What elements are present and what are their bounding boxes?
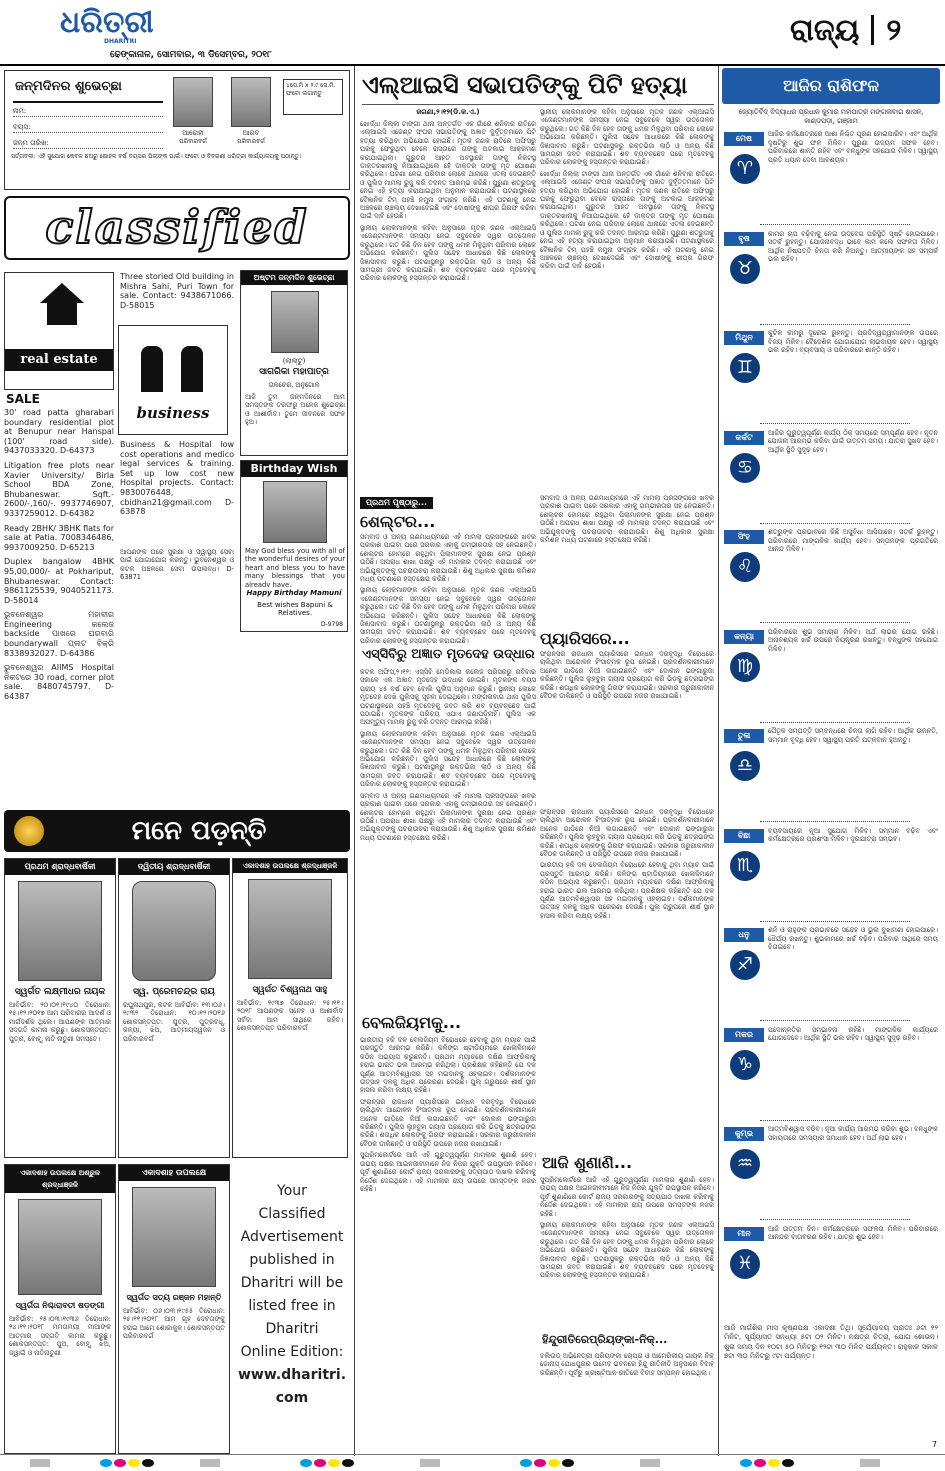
dob-label: ଜନ୍ମ ତାରିଖ: bbox=[13, 139, 49, 147]
paris-body bbox=[540, 650, 714, 800]
memorial-photo bbox=[132, 1187, 216, 1287]
birthday-ad bbox=[240, 270, 348, 456]
memorial-name: ସ୍ୱର୍ଗତ ବିଶ୍ୱନାଥ ସାହୁ bbox=[252, 985, 328, 995]
free-ad-line: Advertisement bbox=[240, 1229, 344, 1245]
logo-latin: DHARITRI bbox=[104, 38, 137, 45]
hindu-para: ବଲିଉଡ୍ ଅଭିନେତ୍ରୀ ପ୍ରିୟଙ୍କା ଚୋପ୍ରା ଓ ଆମେରିକୀୟ ଗାୟକ ନିକ୍ ଜୋନାସ୍ ଯୋଧପୁରର ଉମେଦ ଭବନରେ ହିନ୍ଦୁ ରୀତିନୀତି ଅନୁସାରେ ବିବାହ କରିଛନ୍ତି। ପୂର୍ବରୁ ଖ୍ରୀଷ୍ଟିଆନ ରୀତିରେ ବିବାହ ସମ୍ପନ୍ନ ହୋଇଥିଲା। bbox=[540, 1352, 714, 1377]
dharitri-logo[interactable] bbox=[60, 5, 154, 46]
classified-ad: Three storied Old building in Mishra Sahi, Puri Town for sale. Contact: 9438671066. D-58015 bbox=[120, 272, 234, 310]
registration-dot bbox=[548, 1459, 560, 1467]
zodiac-icon: ♏ bbox=[730, 851, 760, 881]
zodiac-text: ଆଜିର କର୍ମକ୍ଷେତ୍ରରେ ଆଶା ନିଶ୍ଚିତ ପୂରଣ ହୋଇପାରିବ। ଏବଂ ଆର୍ଥିକ ଦୃଷ୍ଟିରୁ ଶୁଭ ଫଳ ମିଳିବ। ପୁରୁଣା ଉଦ୍ୟମ ସଫଳ ହେବ। ପରିବାରରେ ଶାନ୍ତି ରହିବ ଏବଂ ବନ୍ଧୁଙ୍କ ସହଯୋଗ ମିଳିବ। ସ୍ୱାସ୍ଥ୍ୟ ପ୍ରତି ଧ୍ୟାନ ଦେବା ଆବଶ୍ୟକ। bbox=[768, 130, 938, 164]
col-b-para-2: ଖୋର୍ଦ୍ଧା ଜିଲ୍ଲା ଟାଙ୍ଗୀ ଥାନା ଅନ୍ତର୍ଗତ ଏକ ଗାଁରେ ଶନିବାର ରାତିରେ ଏଲ୍‌ଆଇସି ଏଜେଣ୍ଟ ସଂଘର ସଭାପତିଙ୍କୁ ଅଜ୍ଞାତ ଦୁର୍ବୃତ୍ତମାନେ ପିଟି ହତ୍ୟା କରିଥିବା ଅଭିଯୋଗ ହୋଇଛି। ମୃତକ ଜଣକ ରାତିରେ ଅଫିସରୁ ଘରକୁ ଫେରୁଥିବା ବେଳେ ରାସ୍ତାରେ ତାଙ୍କୁ ଅଟକାଇ ଆକ୍ରମଣ କରାଯାଇଥିଲା। ଗୁରୁତର ଆହତ ଅବସ୍ଥାରେ ତାଙ୍କୁ ନିକଟସ୍ଥ ଡାକ୍ତରଖାନାକୁ ନିଆଯାଇଥିଲେ ହେଁ ଡାକ୍ତର ତାଙ୍କୁ ମୃତ ଘୋଷଣା କରିଥିଲେ। ଘଟଣା ନେଇ ପରିବାର ଲୋକେ ଥାନାରେ ଏତଲା ଦେଇଛନ୍ତି ଓ ପୁଲିସ ମାମଲା ରୁଜୁ କରି ତଦନ୍ତ ଆରମ୍ଭ କରିଛି। ପୁରୁଣା ଶତ୍ରୁତାକୁ ନେଇ ଏହି ହତ୍ୟା କରାଯାଇଥିବା ଅନୁମାନ କରାଯାଉଛି। ଘଟଣାସ୍ଥଳରେ ବୈଜ୍ଞାନିକ ଟିମ୍ ପହଞ୍ଚି ନମୁନା ସଂଗ୍ରହ କରିଛି। ଏହି ଘଟଣାକୁ ନେଇ ଅଞ୍ଚଳରେ ଚାଞ୍ଚଲ୍ୟ ଦେଖାଦେଇଛି ଏବଂ ଦୋଷୀଙ୍କୁ ଶୀଘ୍ର ଗିରଫ କରିବା ପାଇଁ ଦାବି ହେଉଛି। bbox=[540, 169, 714, 271]
shelter-para: ସମ୍ବାଦ ଓ ଅନ୍ୟ ଗଣମାଧ୍ୟମରେ ଏହି ମାମଲା ପ୍ରସଙ୍ଗରେ ଖବର ପ୍ରକାଶ ପାଇବା ପରେ ସରକାର ଏହାକୁ ଗମ୍ଭୀରତାର ସହ ନେଇଛନ୍ତି। ଶେଲ୍ଟର ହୋମ୍‌ରେ ରହୁଥିବା ପିଲାମାନଙ୍କ ସୁରକ୍ଷା ନେଇ ପ୍ରଶ୍ନ ଉଠିଛି। ଅପରାଧ ଶାଖା ପକ୍ଷରୁ ଏହି ମାମଲାର ତଦନ୍ତ କରାଯାଉଛି ଏବଂ ଅଭିଯୁକ୍ତଙ୍କୁ ପଚରାଉଚରା କରାଯାଉଛି। ଶିଶୁ ଅଧିକାର ସୁରକ୍ଷା କମିଶନ ମଧ୍ୟ ଘଟଣାରେ ହସ୍ତକ୍ଷେପ କରିଛି। bbox=[360, 533, 536, 584]
memorial-card bbox=[232, 858, 348, 1158]
zodiac-icon: ♑ bbox=[730, 1050, 760, 1080]
registration-dot bbox=[328, 1459, 340, 1467]
sc-para-3: ସମ୍ବାଦ ଓ ଅନ୍ୟ ଗଣମାଧ୍ୟମରେ ଏହି ମାମଲା ପ୍ରସଙ୍ଗରେ ଖବର ପ୍ରକାଶ ପାଇବା ପରେ ସରକାର ଏହାକୁ ଗମ୍ଭୀରତାର ସହ ନେଇଛନ୍ତି। ଶେଲ୍ଟର ହୋମ୍‌ରେ ରହୁଥିବା ପିଲାମାନଙ୍କ ସୁରକ୍ଷା ନେଇ ପ୍ରଶ୍ନ ଉଠିଛି। ଅପରାଧ ଶାଖା ପକ୍ଷରୁ ଏହି ମାମଲାର ତଦନ୍ତ କରାଯାଉଛି ଏବଂ ଅଭିଯୁକ୍ତଙ୍କୁ ପଚରାଉଚରା କରାଯାଉଛି। ଶିଶୁ ଅଧିକାର ସୁରକ୍ଷା କମିଶନ ମଧ୍ୟ ଘଟଣାରେ ହସ୍ତକ୍ଷେପ କରିଛି। bbox=[360, 791, 536, 842]
registration-dot bbox=[562, 1459, 574, 1467]
horoscope-byline: ଜ୍ୟୋତିର୍ବିଦ୍ ବିଦ୍ୟାଧର ପ୍ରଧାନ କୁମାର ମହାପାତ୍ର ମଙ୍ଗଳାବାଗ ଶାସନ, କାଣ୍ଡପଡ଼ା, ଗଞ୍ଜାମ bbox=[738, 108, 924, 125]
zodiac-text: ଆଜି ଉତ୍ତମ ଦିନ। କର୍ମକ୍ଷେତ୍ରରେ ସଫଳତା ମିଳିବ। ପରିବାରରେ ଆନନ୍ଦର ବାତାବରଣ ରହିବ। ଯାତ୍ରା ଶୁଭ ହେବ। bbox=[768, 1224, 938, 1242]
main-body-para-2: ସ୍ଥାନୀୟ ଲୋକମାନଙ୍କ କହିବା ଅନୁସାରେ ମୃତକ ଜଣକ ଏଲ୍‌ଆଇସି ଏଜେଣ୍ଟମାନଙ୍କ ସମସ୍ୟା ନେଇ ସବୁବେଳେ ସ୍ୱର ଉତ୍ତୋଳନ କରୁଥିଲେ। ଗତ କିଛି ଦିନ ହେବ ତାଙ୍କୁ ଧମକ ମିଳୁଥିବା ପରିବାର ଲୋକେ ଅଭିଯୋଗ କରିଛନ୍ତି। ପୁଲିସ ସନ୍ଦେହ ଆଧାରରେ କିଛି ଲୋକଙ୍କୁ ଜିଜ୍ଞାସାବାଦ କରୁଛି। ଘଟଣାସ୍ଥଳରୁ ରକ୍ତଭିଜା ଲାଠି ଓ ଅନ୍ୟ କିଛି ସାମଗ୍ରୀ ଜବତ କରାଯାଇଛି। ଶବ ବ୍ୟବଚ୍ଛେଦ ପରେ ମୃତଦେହକୁ ପରିବାର ଲୋକଙ୍କୁ ହସ୍ତାନ୍ତର କରାଯାଇଛି। bbox=[360, 223, 536, 283]
main-headline: ଏଲ୍‌ଆଇସି ସଭାପତିଙ୍କୁ ପିଟି ହତ୍ୟା bbox=[362, 71, 688, 99]
zodiac-text: ପରିବାରରେ ଶୁଭ ସମାଚାର ମିଳିବ। ଅର୍ଥ ଲାଭର ଯୋଗ ରହିଛି। ଅନାବଶ୍ୟକ ଖର୍ଚ୍ଚ ଉପରେ ନିୟନ୍ତ୍ରଣ ରଖନ୍ତୁ। ବନ୍ଧୁଙ୍କ ସହଯୋଗ ମିଳିବ। bbox=[768, 627, 938, 653]
name-label: ନାମ: bbox=[13, 107, 27, 115]
belgium-para-3: ସୁପ୍ରିମକୋର୍ଟରେ ଆଜି ଏହି ଗୁରୁତ୍ୱପୂର୍ଣ୍ଣ ମାମଲାର ଶୁଣାଣି ହେବ। ଉଭୟ ପକ୍ଷର ଆଇନଜୀବୀମାନେ ନିଜ ନିଜର ଯୁକ୍ତି ଉପସ୍ଥାପନ କରିବେ। ପୂର୍ବ ଶୁଣାଣିରେ କୋର୍ଟ ରାଜ୍ୟ ସରକାରଙ୍କୁ ସତ୍ୟପାଠ ଦାଖଲ କରିବାକୁ ନିର୍ଦ୍ଦେଶ ଦେଇଥିଲେ। ଏହି ମାମଲାର ରାୟ ଉପରେ ସମସ୍ତଙ୍କ ନଜର ରହିଛି। bbox=[360, 1151, 536, 1193]
paris-para: ଫ୍ରାନ୍ସର ରାଜଧାନୀ ପ୍ୟାରିସରେ ଇନ୍ଧନ ଦରବୃଦ୍ଧି ବିରୋଧରେ ଚାଲିଥିବା ଆନ୍ଦୋଳନ ହିଂସାତ୍ମକ ରୂପ ନେଇଛି। ପ୍ରଦର୍ଶନକାରୀମାନେ ଅନେକ ଗାଡ଼ିରେ ନିଆଁ ଲଗାଇଛନ୍ତି ଏବଂ ଦୋକାନ ଭଙ୍ଗାରୁଜା କରିଛନ୍ତି। ପୁଲିସ ଲୁହବୁହା ଗ୍ୟାସ ପ୍ରୟୋଗ କରି ଭିଡ଼କୁ ଛତ୍ରଭଙ୍ଗ କରିଛି। ଶତାଧିକ ଲୋକଙ୍କୁ ଗିରଫ କରାଯାଇଛି। ସରକାର ଜରୁରୀକାଳୀନ ବୈଠକ ଡାକିଛନ୍ତି ଓ ପରିସ୍ଥିତି ଉପରେ ନଜର ରଖାଯାଇଛି। bbox=[540, 650, 714, 701]
horoscope-title: ଆଜିର ରାଶିଫଳ bbox=[783, 76, 879, 95]
free-listing-ad bbox=[236, 1180, 348, 1450]
sc-para-2: ସ୍ଥାନୀୟ ଲୋକମାନଙ୍କ କହିବା ଅନୁସାରେ ମୃତକ ଜଣକ ଏଲ୍‌ଆଇସି ଏଜେଣ୍ଟମାନଙ୍କ ସମସ୍ୟା ନେଇ ସବୁବେଳେ ସ୍ୱର ଉତ୍ତୋଳନ କରୁଥିଲେ। ଗତ କିଛି ଦିନ ହେବ ତାଙ୍କୁ ଧମକ ମିଳୁଥିବା ପରିବାର ଲୋକେ ଅଭିଯୋଗ କରିଛନ୍ତି। ପୁଲିସ ସନ୍ଦେହ ଆଧାରରେ କିଛି ଲୋକଙ୍କୁ ଜିଜ୍ଞାସାବାଦ କରୁଛି। ଘଟଣାସ୍ଥଳରୁ ରକ୍ତଭିଜା ଲାଠି ଓ ଅନ୍ୟ କିଛି ସାମଗ୍ରୀ ଜବତ କରାଯାଇଛି। ଶବ ବ୍ୟବଚ୍ଛେଦ ପରେ ମୃତଦେହକୁ ପରିବାର ଲୋକଙ୍କୁ ହସ୍ତାନ୍ତର କରାଯାଇଛି। bbox=[360, 729, 536, 789]
house-body-icon bbox=[47, 303, 77, 325]
birthday-wish-line: Happy Birthday Mamuni bbox=[246, 589, 342, 597]
zodiac-row bbox=[724, 1024, 940, 1124]
column-b-body-2 bbox=[540, 494, 714, 624]
registration-dot bbox=[100, 1459, 112, 1467]
section-divider bbox=[871, 15, 874, 45]
zodiac-row bbox=[724, 427, 940, 527]
zodiac-icon: ♈ bbox=[730, 154, 760, 184]
zodiac-name: ତୁଳା bbox=[724, 729, 764, 743]
birthday-form-title: ଜନ୍ମଦିନର ଶୁଭେଚ୍ଛା bbox=[15, 79, 122, 94]
form-rule bbox=[13, 101, 163, 103]
memorial-name: ସ୍ୱର୍ଗତା ନିଶ୍ଚାରାବତୀ ଷଡ଼ଙ୍ଗୀ bbox=[15, 1301, 105, 1310]
continued-label: ପ୍ରଥମ ପୃଷ୍ଠାରୁ... bbox=[360, 497, 433, 509]
shelter-headline: ଶେଲ୍ଟର... bbox=[360, 512, 436, 531]
zodiac-row bbox=[724, 327, 940, 427]
zodiac-name: ଧନୁ bbox=[724, 928, 764, 942]
birthday-wish-from: Best wishes Bapuni & Relatives. bbox=[257, 601, 333, 617]
lamp-icon bbox=[14, 816, 44, 846]
birthday-ad-body: ଆଜି ତୁମ ଜନ୍ମଦିନରେ ଆମ ସମସ୍ତଙ୍କ ତରଫରୁ ଅନେକ ଶୁଭେଚ୍ଛା ଓ ଆଶୀର୍ବାଦ। ତୁମେ ଜୀବନରେ ସଫଳ ହୁଅ। bbox=[245, 393, 345, 427]
today-body bbox=[540, 1176, 714, 1326]
classified-ad: 30' road patta gharabari boundary residential plot at Benupur near Hanspal (100' road side). 9437033320. D-64373 bbox=[4, 408, 114, 456]
zodiac-icon: ♊ bbox=[730, 353, 760, 383]
zodiac-separator bbox=[760, 1219, 910, 1220]
classified-ad: Duplex bangalow 4BHK 95,00,000/- at Pokhariput, Bhubaneswar. Contact: 9861125539, 9040521173. D-58014 bbox=[4, 557, 114, 605]
zodiac-separator bbox=[760, 821, 910, 822]
zodiac-text: ଆତ୍ମବିଶ୍ୱାସ ବଢ଼ିବ। ନୂଆ କାର୍ଯ୍ୟ ଆରମ୍ଭ କରିବା ଶୁଭ। ବନ୍ଧୁଙ୍କ ସହାୟତାରେ ସମସ୍ୟାର ସମାଧାନ ହେବ। ଅର୍ଥ ଲାଭ ହେବ। bbox=[768, 1125, 938, 1142]
memorial-photo bbox=[132, 881, 216, 981]
zodiac-text: ବ୍ୟବସାୟରେ ନୂଆ ସୁଯୋଗ ମିଳିବ। ସମ୍ମାନ ବଢ଼ିବ ଏବଂ କର୍ମକ୍ଷେତ୍ରରେ ପ୍ରଶଂସା ମିଳିବ। ଦୂରଯାତ୍ରା ସମ୍ଭବ। bbox=[768, 826, 938, 844]
zodiac-row bbox=[724, 924, 940, 1024]
birthday-wish-text: May God bless you with all of the wonderful desires of your heart and bless you to have many blessings that you already have. bbox=[245, 547, 345, 587]
almanac: ଆଜି ମାର୍ଗଶିର ମାସ କୃଷ୍ଣପକ୍ଷ ଏକାଦଶୀ ତିଥି। ସୂର୍ଯ୍ୟୋଦୟ ପ୍ରାତଃ ୬ଟା ୧୨ ମିନିଟ, ସୂର୍ଯ୍ୟାସ୍ତ ସନ୍ଧ୍ୟା ୫ଟା ୦୨ ମିନିଟ। ନକ୍ଷତ୍ର ଚିତ୍ରା, ଯୋଗ ଶୋଭନ। ଶୁଭ ସମୟ ଦିନ ୧୦ଟା ୫୦ ମିନିଟରୁ ୧୨ଟା ୩୦ ମିନିଟ ପର୍ଯ୍ୟନ୍ତ। ରାହୁକାଳ ସକାଳ ୭ଟା ୩୦ ମିନିଟରୁ ୯ଟା ପର୍ଯ୍ୟନ୍ତ। bbox=[724, 1324, 938, 1361]
child-photo-2 bbox=[231, 77, 271, 127]
zodiac-icon: ♉ bbox=[730, 254, 760, 284]
registration-dot bbox=[768, 1459, 780, 1467]
birthday-ad-title: ଅଷ୍ଟମ ଜନ୍ମଦିନ ଶୁଭେଚ୍ଛା bbox=[241, 271, 347, 285]
birthday-wish-code: D-9798 bbox=[320, 621, 343, 628]
memorial-name: ସ୍ୱର୍ଗତ ଲକ୍ଷ୍ମୀଧର ନାୟକ bbox=[14, 987, 106, 997]
zodiac-row bbox=[724, 825, 940, 925]
zodiac-text: ଶନି ଓ ରାହୁଙ୍କ ପ୍ରଭାବରେ ସନ୍ଦେହ ଓ ଭୁଲ ବୁଝାମଣା ହୋଇପାରେ। ଧୈର୍ଯ୍ୟ ରଖନ୍ତୁ। ଶୁଭକାମରେ ଖର୍ଚ୍ଚ ବଢ଼ିବ। ପରିବାର ସାଥିରେ ସମୟ ବିତାଇବେ। bbox=[768, 926, 938, 952]
memorial-heading: ଏକାଦଶାହ ଉପଲକ୍ଷେ ଅଶ୍ରୁଳ ଶ୍ରଦ୍ଧାଞ୍ଜଳି bbox=[5, 1165, 115, 1193]
zodiac-icon: ♍ bbox=[730, 652, 760, 682]
zodiac-row bbox=[724, 526, 940, 626]
memorial-heading: ପ୍ରଥମ ଶ୍ରାଦ୍ଧବାର୍ଷିକୀ bbox=[5, 859, 115, 875]
memorial-card bbox=[4, 1164, 116, 1454]
memorial-details: ଆବିର୍ଭାବ: ୧୯୩୭ ତିରୋଧାନ: ୨୫।୧୧।୨୦୧୮ ଆପଣଙ୍କ ସ୍ନେହ ଓ ଆଶୀର୍ବାଦ ସର୍ବଦା ଆମ ସାଥିରେ ରହିବ। ଶୋକସନ୍ତପ୍ତ ପରିବାରବର୍ଗ bbox=[237, 999, 343, 1033]
registration-bar bbox=[640, 1459, 660, 1467]
child-photo-1 bbox=[173, 77, 213, 127]
zodiac-row bbox=[724, 228, 940, 328]
birthday-wish-photo bbox=[263, 481, 327, 543]
header-rule bbox=[0, 64, 945, 66]
registration-dot bbox=[300, 1459, 312, 1467]
memorial-card bbox=[118, 858, 230, 1158]
registration-bar bbox=[200, 1459, 220, 1467]
briefcase-icon bbox=[141, 346, 163, 392]
today-headline: ଆଜି ଶୁଣାଣି... bbox=[542, 1153, 633, 1172]
footer-page-number: 7 bbox=[932, 1440, 938, 1449]
real-estate-badge bbox=[4, 272, 114, 390]
col-b-para-3: ସମ୍ବାଦ ଓ ଅନ୍ୟ ଗଣମାଧ୍ୟମରେ ଏହି ମାମଲା ପ୍ରସଙ୍ଗରେ ଖବର ପ୍ରକାଶ ପାଇବା ପରେ ସରକାର ଏହାକୁ ଗମ୍ଭୀରତାର ସହ ନେଇଛନ୍ତି। ଶେଲ୍ଟର ହୋମ୍‌ରେ ରହୁଥିବା ପିଲାମାନଙ୍କ ସୁରକ୍ଷା ନେଇ ପ୍ରଶ୍ନ ଉଠିଛି। ଅପରାଧ ଶାଖା ପକ୍ଷରୁ ଏହି ମାମଲାର ତଦନ୍ତ କରାଯାଉଛି ଏବଂ ଅଭିଯୁକ୍ତଙ୍କୁ ପଚରାଉଚରା କରାଯାଉଛି। ଶିଶୁ ଅଧିକାର ସୁରକ୍ଷା କମିଶନ ମଧ୍ୟ ଘଟଣାରେ ହସ୍ତକ୍ଷେପ କରିଛି। bbox=[540, 494, 714, 545]
registration-bar bbox=[30, 1459, 50, 1467]
section-title bbox=[790, 10, 930, 50]
memorial-details: ଆବିର୍ଭାବ: ୨୦।୦୧।୧୯୪୦ ତିରୋଧାନ: ୧୫।୧୨।୨୦୧୭ ଆମ ପରିବାରର ଆଦର୍ଶ ଓ ମାର୍ଗଦର୍ଶକ ଥିଲେ। ଆପଣଙ୍କ ଆତ୍ମାର ସଦ୍‌ଗତି କାମନା କରୁଛୁ। ଶୋକସନ୍ତପ୍ତ: ପୁତ୍ର, ବୋହୂ, ନାତି ନାତୁଣୀ ସମସ୍ତେ। bbox=[9, 1001, 111, 1043]
free-ad-line: listed free in bbox=[248, 1298, 336, 1314]
zodiac-name: ସିଂହ bbox=[724, 530, 764, 544]
registration-dot bbox=[534, 1459, 546, 1467]
child1-name: ଆରୋହୀ bbox=[182, 129, 204, 137]
memorial-photo bbox=[18, 881, 102, 981]
birthday-ad-nick: (ଲାଲ୍ଟୁ) bbox=[282, 357, 306, 365]
zodiac-separator bbox=[760, 523, 910, 524]
zodiac-icon: ♎ bbox=[730, 751, 760, 781]
classified-ad: ଭୁବନେଶ୍ୱର ମହାବୀର Engineering କଲେଜ backside ପାଖରେ ଘରବାରି boundarywall ପ୍ଲଟ ବିକ୍ରି 8338932027. D-64386 bbox=[4, 610, 114, 658]
memorial-heading: ଦ୍ୱିତୀୟ ଶ୍ରାଦ୍ଧବାର୍ଷିକୀ bbox=[119, 859, 229, 875]
memorial-photo bbox=[248, 879, 332, 979]
belgium-body bbox=[360, 1036, 536, 1456]
classified-ad: ଆପଣଙ୍କ ଘରେ ସୁରକ୍ଷା ଓ ସ୍ୱାସ୍ଥ୍ୟ ସେବା ପାଇଁ ଯୋଗାଯୋଗ କରନ୍ତୁ। ଭୁବନେଶ୍ୱର ଓ କଟକ ଅଞ୍ଚଳରେ ସେବା ଉପଲବ୍ଧ। D-63871 bbox=[120, 548, 234, 582]
birthday-wish-title: Birthday Wish bbox=[241, 461, 347, 477]
zodiac-name: ମିଥୁନ bbox=[724, 331, 764, 345]
hindu-headline: ହିନ୍ଦୁରୀତିରେପ୍ରିୟଙ୍କା-ନିକ୍... bbox=[542, 1333, 668, 1346]
belgium-headline: ବେଲଜିୟମକୁ... bbox=[362, 1013, 462, 1032]
sale-heading: SALE bbox=[6, 392, 40, 406]
zodiac-text: ଆଜିର ଗୁରୁତ୍ୱପୂର୍ଣ୍ଣ କାର୍ଯ୍ୟ ଠିକ୍ ସମୟରେ ସମ୍ପୂର୍ଣ୍ଣ ହେବ। ନୂତନ ଯୋଜନା ଆରମ୍ଭ କରିବା ପାଇଁ ଉତ୍ତମ ସମୟ। ଯାତ୍ରା ସୁଖଦ ହେବ। ଆର୍ଥିକ ସ୍ଥିତି ସୁଦୃଢ଼ ହେବ। bbox=[768, 428, 938, 454]
footer-rule bbox=[0, 1454, 945, 1455]
memorial-card bbox=[118, 1164, 230, 1454]
child2-sub: ପରିବାରବର୍ଗ bbox=[237, 138, 265, 145]
logo-odia: ଧରିତ୍ରୀ bbox=[60, 5, 154, 40]
zodiac-icon: ♐ bbox=[730, 950, 760, 980]
real-estate-label: real estate bbox=[5, 349, 113, 371]
classified-ads-left bbox=[4, 408, 114, 808]
zodiac-row bbox=[724, 725, 940, 825]
memorial-heading: ଏକାଦଶାହ ଉପଲକ୍ଷେ bbox=[119, 1165, 229, 1181]
memorial-name: ସ୍ୱର୍ଗତ ସତ୍ୟ ରଞ୍ଜନ ମହାନ୍ତି bbox=[126, 1293, 222, 1302]
child2-name: ଆରବ bbox=[242, 129, 260, 137]
zodiac-text: କୁଟିଳ କାମରୁ ଦୂରେଇ ରୁହନ୍ତୁ। ପ୍ରତିଦ୍ୱନ୍ଦ୍ୱୀମାନଙ୍କ ଉପରେ ବିଜୟ ମିଳିବ। ବୈଦେଶିକ ଯୋଗାଯୋଗ ଲାଭଦାୟକ ହେବ। ସ୍ୱାସ୍ଥ୍ୟ ଭଲ ରହିବ। ବ୍ୟବସାୟ ଓ ପରିବାରରେ ଶାନ୍ତି ରହିବ। bbox=[768, 329, 938, 355]
col-b-para: ସ୍ଥାନୀୟ ଲୋକମାନଙ୍କ କହିବା ଅନୁସାରେ ମୃତକ ଜଣକ ଏଲ୍‌ଆଇସି ଏଜେଣ୍ଟମାନଙ୍କ ସମସ୍ୟା ନେଇ ସବୁବେଳେ ସ୍ୱର ଉତ୍ତୋଳନ କରୁଥିଲେ। ଗତ କିଛି ଦିନ ହେବ ତାଙ୍କୁ ଧମକ ମିଳୁଥିବା ପରିବାର ଲୋକେ ଅଭିଯୋଗ କରିଛନ୍ତି। ପୁଲିସ ସନ୍ଦେହ ଆଧାରରେ କିଛି ଲୋକଙ୍କୁ ଜିଜ୍ଞାସାବାଦ କରୁଛି। ଘଟଣାସ୍ଥଳରୁ ରକ୍ତଭିଜା ଲାଠି ଓ ଅନ୍ୟ କିଛି ସାମଗ୍ରୀ ଜବତ କରାଯାଇଛି। ଶବ ବ୍ୟବଚ୍ଛେଦ ପରେ ମୃତଦେହକୁ ପରିବାର ଲୋକଙ୍କୁ ହସ୍ତାନ୍ତର କରାଯାଇଛି। bbox=[540, 108, 714, 167]
briefcase-icon-2 bbox=[181, 346, 203, 392]
memorial-details: ରଘୁନାଥପୁର, କଟକ ଆବିର୍ଭାବ: ୧୩।୦୬।୧୯୩୨ ତିରୋଧାନ: ୧୦।୧୨।୨୦୧୬ ଶୋକସନ୍ତପ୍ତ: ପୁତ୍ର, ପୁତ୍ରବଧୂ, କନ୍ୟା, ଝିଅ, ଆତ୍ମୀୟସ୍ୱଜନ ଓ ପରିବାରବର୍ଗ bbox=[123, 1001, 225, 1043]
zodiac-separator bbox=[760, 324, 910, 325]
zodiac-text: ଶତ୍ରୁଙ୍କ ପ୍ରଭାବରେ କିଛି ଅସୁବିଧା ଆସିପାରେ। ସତର୍କ ରୁହନ୍ତୁ। ପରିବାରରେ ମାଙ୍ଗଳିକ କାର୍ଯ୍ୟ ହେବ। ସନ୍ତାନଙ୍କ ପ୍ରଗତିରେ ଆନନ୍ଦ ମିଳିବ। bbox=[768, 528, 938, 554]
classified-ad: Litigation free plots near Xavier University/ Birla School BDA Zone, Bhubaneswar. Sqft.- 2600/-,160/-. 9937746907, 9337259012. D-64382 bbox=[4, 460, 114, 518]
classified-ad: ଭୁବନେଶ୍ୱର AIIMS Hospital ନିକଟରେ 30 road, corner plot sale. 8480745797. D-64387 bbox=[4, 663, 114, 702]
memorial-name: ସ୍ୱ. ପ୍ରେମଚନ୍ଦ୍ର ରାୟ bbox=[133, 987, 215, 997]
zodiac-name: ବିଛା bbox=[724, 829, 764, 843]
birthday-wish-ad bbox=[240, 460, 348, 632]
classified-ad: Ready 2BHK/ 3BHK flats for sale at Patia. 7008346486, 9937009250. D-65213 bbox=[4, 523, 114, 552]
story-column bbox=[540, 108, 714, 808]
memorial-details: ଆବିର୍ଭାବ: ୦୬।୦୩।୧୯୫୫ ତିରୋଧାନ: ୨୫।୧୧।୨୦୧୮ ଆମ ଗୃହ ଦେବତାଙ୍କୁ ହରାଇ ଆମେ ଶୋକାକୁଳ। ଶୋକସନ୍ତପ୍ତ ପରିବାରବର୍ଗ bbox=[123, 1307, 225, 1341]
zodiac-row bbox=[724, 1223, 940, 1323]
free-ad-line: Dharitri will be bbox=[240, 1275, 344, 1291]
classified-banner bbox=[4, 196, 350, 260]
registration-bar bbox=[420, 1459, 440, 1467]
main-body-para: ଖୋର୍ଦ୍ଧା ଜିଲ୍ଲା ଟାଙ୍ଗୀ ଥାନା ଅନ୍ତର୍ଗତ ଏକ ଗାଁରେ ଶନିବାର ରାତିରେ ଏଲ୍‌ଆଇସି ଏଜେଣ୍ଟ ସଂଘର ସଭାପତିଙ୍କୁ ଅଜ୍ଞାତ ଦୁର୍ବୃତ୍ତମାନେ ପିଟି ହତ୍ୟା କରିଥିବା ଅଭିଯୋଗ ହୋଇଛି। ମୃତକ ଜଣକ ରାତିରେ ଅଫିସରୁ ଘରକୁ ଫେରୁଥିବା ବେଳେ ରାସ୍ତାରେ ତାଙ୍କୁ ଅଟକାଇ ଆକ୍ରମଣ କରାଯାଇଥିଲା। ଗୁରୁତର ଆହତ ଅବସ୍ଥାରେ ତାଙ୍କୁ ନିକଟସ୍ଥ ଡାକ୍ତରଖାନାକୁ ନିଆଯାଇଥିଲେ ହେଁ ଡାକ୍ତର ତାଙ୍କୁ ମୃତ ଘୋଷଣା କରିଥିଲେ। ଘଟଣା ନେଇ ପରିବାର ଲୋକେ ଥାନାରେ ଏତଲା ଦେଇଛନ୍ତି ଓ ପୁଲିସ ମାମଲା ରୁଜୁ କରି ତଦନ୍ତ ଆରମ୍ଭ କରିଛି। ପୁରୁଣା ଶତ୍ରୁତାକୁ ନେଇ ଏହି ହତ୍ୟା କରାଯାଇଥିବା ଅନୁମାନ କରାଯାଉଛି। ଘଟଣାସ୍ଥଳରେ ବୈଜ୍ଞାନିକ ଟିମ୍ ପହଞ୍ଚି ନମୁନା ସଂଗ୍ରହ କରିଛି। ଏହି ଘଟଣାକୁ ନେଇ ଅଞ୍ଚଳରେ ଚାଞ୍ଚଲ୍ୟ ଦେଖାଦେଇଛି ଏବଂ ଦୋଷୀଙ୍କୁ ଶୀଘ୍ର ଗିରଫ କରିବା ପାଇଁ ଦାବି ହେଉଛି। bbox=[360, 120, 536, 221]
zodiac-name: ମୀନ bbox=[724, 1227, 764, 1241]
free-ad-line: Online Edition: bbox=[240, 1344, 344, 1360]
birthday-ad-photo bbox=[271, 291, 319, 353]
horoscope-title-bar bbox=[722, 68, 940, 104]
free-ad-url-suffix[interactable]: com bbox=[275, 1390, 309, 1406]
col-b-lower-para: ଫ୍ରାନ୍ସର ରାଜଧାନୀ ପ୍ୟାରିସରେ ଇନ୍ଧନ ଦରବୃଦ୍ଧି ବିରୋଧରେ ଚାଲିଥିବା ଆନ୍ଦୋଳନ ହିଂସାତ୍ମକ ରୂପ ନେଇଛି। ପ୍ରଦର୍ଶନକାରୀମାନେ ଅନେକ ଗାଡ଼ିରେ ନିଆଁ ଲଗାଇଛନ୍ତି ଏବଂ ଦୋକାନ ଭଙ୍ଗାରୁଜା କରିଛନ୍ତି। ପୁଲିସ ଲୁହବୁହା ଗ୍ୟାସ ପ୍ରୟୋଗ କରି ଭିଡ଼କୁ ଛତ୍ରଭଙ୍ଗ କରିଛି। ଶତାଧିକ ଲୋକଙ୍କୁ ଗିରଫ କରାଯାଇଛି। ସରକାର ଜରୁରୀକାଳୀନ ବୈଠକ ଡାକିଛନ୍ତି ଓ ପରିସ୍ଥିତି ଉପରେ ନଜର ରଖାଯାଇଛି। bbox=[540, 808, 714, 859]
hindu-body bbox=[540, 1352, 714, 1452]
free-ad-line: Your bbox=[277, 1183, 307, 1199]
sc-headline: ଏସ୍‌ସିବିରୁ ଅଜ୍ଞାତ ମୃତଦେହ ଉଦ୍ଧାର bbox=[362, 647, 535, 662]
registration-bar bbox=[860, 1459, 880, 1467]
zodiac-name: କନ୍ୟା bbox=[724, 630, 764, 644]
name-field[interactable] bbox=[13, 107, 163, 117]
registration-dot bbox=[342, 1459, 354, 1467]
main-dateline: ଜଗଣା,୨।୧୨(ଡି.କ.ଏ.) bbox=[416, 108, 480, 116]
zodiac-row bbox=[724, 128, 940, 228]
paris-headline: ପ୍ୟାରିସରେ... bbox=[540, 629, 630, 648]
registration-dot bbox=[314, 1459, 326, 1467]
column-b-lower bbox=[540, 808, 714, 1148]
page-number: ୨ bbox=[886, 12, 902, 48]
section-name: ରାଜ୍ୟ bbox=[790, 12, 860, 48]
zodiac-icon: ♓ bbox=[730, 1249, 760, 1279]
age-field[interactable] bbox=[13, 123, 163, 133]
sc-para: କଟକ ଅଫିସ,୨।୧୨: ଏସ୍‌ସିବି ମେଡିକାଲ କଲେଜ ପରିସରରୁ ରବିବାର ସକାଳେ ଏକ ଅଜ୍ଞାତ ମୃତଦେହ ଉଦ୍ଧାର ହୋଇଛି। ମୃତକଙ୍କ ବୟସ ପ୍ରାୟ ୪୫ ବର୍ଷ ହେବ ବୋଲି ପୁଲିସ ଅନୁମାନ କରୁଛି। ସ୍ଥାନୀୟ ଲୋକେ ମୃତଦେହ ଦେଖି ପୁଲିସକୁ ସୂଚନା ଦେଇଥିଲେ। ମଙ୍ଗଳାବାଗ ଥାନା ପୁଲିସ ଘଟଣାସ୍ଥଳରେ ପହଞ୍ଚି ମୃତଦେହକୁ ଜବତ କରି ଶବ ବ୍ୟବଚ୍ଛେଦ ପାଇଁ ପଠାଇଛି। ମୃତକଙ୍କ ପରିଚୟ ଏଯାଏ ଜଣାପଡ଼ିନାହିଁ। ପୁଲିସ ଏକ ଅପମୃତ୍ୟୁ ମାମଲା ରୁଜୁ କରି ତଦନ୍ତ ଆରମ୍ଭ କରିଛି। bbox=[360, 668, 536, 727]
registration-dot bbox=[754, 1459, 766, 1467]
belgium-para-2: ଫ୍ରାନ୍ସର ରାଜଧାନୀ ପ୍ୟାରିସରେ ଇନ୍ଧନ ଦରବୃଦ୍ଧି ବିରୋଧରେ ଚାଲିଥିବା ଆନ୍ଦୋଳନ ହିଂସାତ୍ମକ ରୂପ ନେଇଛି। ପ୍ରଦର୍ଶନକାରୀମାନେ ଅନେକ ଗାଡ଼ିରେ ନିଆଁ ଲଗାଇଛନ୍ତି ଏବଂ ଦୋକାନ ଭଙ୍ଗାରୁଜା କରିଛନ୍ତି। ପୁଲିସ ଲୁହବୁହା ଗ୍ୟାସ ପ୍ରୟୋଗ କରି ଭିଡ଼କୁ ଛତ୍ରଭଙ୍ଗ କରିଛି। ଶତାଧିକ ଲୋକଙ୍କୁ ଗିରଫ କରାଯାଇଛି। ସରକାର ଜରୁରୀକାଳୀନ ବୈଠକ ଡାକିଛନ୍ତି ଓ ପରିସ୍ଥିତି ଉପରେ ନଜର ରଖାଯାଇଛି। bbox=[360, 1097, 536, 1148]
zodiac-name: ବୃଷ bbox=[724, 232, 764, 246]
zodiac-name: କର୍କଟ bbox=[724, 431, 764, 445]
child1-sub: ପରିବାରବର୍ଗ bbox=[179, 138, 207, 145]
memorial-heading: ଏକାଦଶାହ ଉପଲକ୍ଷେ ଶ୍ରଦ୍ଧାଞ୍ଜଳି bbox=[233, 859, 347, 873]
business-label: business bbox=[136, 404, 210, 422]
registration-dot bbox=[142, 1459, 154, 1467]
registration-dot bbox=[782, 1459, 794, 1467]
column-rule bbox=[354, 66, 355, 1456]
memorial-card bbox=[4, 858, 116, 1158]
memorial-photo bbox=[18, 1199, 102, 1295]
belgium-para: ଭାରତୀୟ ହକି ଦଳ ବେଲଜିୟମ ବିରୋଧରେ ହେବାକୁ ଥିବା ମ୍ୟାଚ ପାଇଁ ପ୍ରସ୍ତୁତି ଆରମ୍ଭ କରିଛି। କଳିଙ୍ଗ ଷ୍ଟାଡିୟମରେ ଖେଳାଳିମାନେ କଠିନ ଅଭ୍ୟାସ କରୁଛନ୍ତି। ପ୍ରଥମ ମ୍ୟାଚରେ ଦକ୍ଷିଣ ଆଫ୍ରିକାକୁ ହରାଇ ଭାରତ ଭଲ ଆରମ୍ଭ କରିଥିଲା। ପ୍ରଶିକ୍ଷକ କହିଛନ୍ତି ଯେ ଦଳ ପୂର୍ଣ୍ଣ ଆତ୍ମବିଶ୍ୱାସର ସହ ମଇଦାନକୁ ଓହ୍ଲାଇବ। ଦର୍ଶକମାନଙ୍କ ଉତ୍ସାହ ଦଳକୁ ଅଧିକ ପ୍ରେରଣା ଦେଉଛି। ପୁଲ୍ ଗ୍ରୁପରେ ଶୀର୍ଷ ସ୍ଥାନ ହାସଲ କରିବା ଲକ୍ଷ୍ୟ ରହିଛି। bbox=[360, 1036, 536, 1095]
dob-field[interactable] bbox=[13, 139, 163, 149]
main-headline-rule bbox=[362, 104, 714, 105]
zodiac-name: ମକର bbox=[724, 1028, 764, 1042]
classified-title: classified bbox=[45, 200, 309, 254]
memorial-details: ଆବିର୍ଭାବ: ୨୫।୦୩।୧୯୩୬ ତିରୋଧାନ: ୨୪।୧୧।୨୦୧୮ ମମତାମୟୀ ମାଆଙ୍କ ଆତ୍ମାର ସଦ୍‌ଗତି କାମନା କରୁଛୁ। ଶୋକସନ୍ତପ୍ତ: ପୁଅ, ବୋହୂ, ଝିଅ, ଜ୍ୱାଇଁ ଓ ନାତିନାତୁଣୀ bbox=[9, 1315, 111, 1357]
zodiac-icon: ♌ bbox=[730, 552, 760, 582]
birthday-form bbox=[4, 70, 350, 190]
zodiac-separator bbox=[760, 224, 910, 225]
memorial-banner bbox=[4, 810, 350, 852]
today-para: ସୁପ୍ରିମକୋର୍ଟରେ ଆଜି ଏହି ଗୁରୁତ୍ୱପୂର୍ଣ୍ଣ ମାମଲାର ଶୁଣାଣି ହେବ। ଉଭୟ ପକ୍ଷର ଆଇନଜୀବୀମାନେ ନିଜ ନିଜର ଯୁକ୍ତି ଉପସ୍ଥାପନ କରିବେ। ପୂର୍ବ ଶୁଣାଣିରେ କୋର୍ଟ ରାଜ୍ୟ ସରକାରଙ୍କୁ ସତ୍ୟପାଠ ଦାଖଲ କରିବାକୁ ନିର୍ଦ୍ଦେଶ ଦେଇଥିଲେ। ଏହି ମାମଲାର ରାୟ ଉପରେ ସମସ୍ତଙ୍କ ନଜର ରହିଛି। bbox=[540, 1176, 714, 1218]
zodiac-name: କୁମ୍ଭ bbox=[724, 1127, 764, 1141]
col-b-lower-para-2: ଭାରତୀୟ ହକି ଦଳ ବେଲଜିୟମ ବିରୋଧରେ ହେବାକୁ ଥିବା ମ୍ୟାଚ ପାଇଁ ପ୍ରସ୍ତୁତି ଆରମ୍ଭ କରିଛି। କଳିଙ୍ଗ ଷ୍ଟାଡିୟମରେ ଖେଳାଳିମାନେ କଠିନ ଅଭ୍ୟାସ କରୁଛନ୍ତି। ପ୍ରଥମ ମ୍ୟାଚରେ ଦକ୍ଷିଣ ଆଫ୍ରିକାକୁ ହରାଇ ଭାରତ ଭଲ ଆରମ୍ଭ କରିଥିଲା। ପ୍ରଶିକ୍ଷକ କହିଛନ୍ତି ଯେ ଦଳ ପୂର୍ଣ୍ଣ ଆତ୍ମବିଶ୍ୱାସର ସହ ମଇଦାନକୁ ଓହ୍ଲାଇବ। ଦର୍ଶକମାନଙ୍କ ଉତ୍ସାହ ଦଳକୁ ଅଧିକ ପ୍ରେରଣା ଦେଉଛି। ପୁଲ୍ ଗ୍ରୁପରେ ଶୀର୍ଷ ସ୍ଥାନ ହାସଲ କରିବା ଲକ୍ଷ୍ୟ ରହିଛି। bbox=[540, 861, 714, 920]
business-badge bbox=[118, 325, 228, 435]
free-ad-line: Classified bbox=[258, 1206, 326, 1222]
birthday-ad-name: ସାଗରିକା ମହାପାତ୍ର bbox=[259, 367, 329, 377]
form-footer: ସର୍ତ୍ତାବଳୀ: ଏହି ସୁଯୋଗ କେବଳ ଛଅରୁ ଷୋହଳ ବର୍ଷ ବୟସର ପିଲାଙ୍କ ପାଇଁ। ଫଟୋ ଓ ବିବରଣୀ ଧରିତ୍ରୀ କାର୍ଯ୍ୟାଳୟକୁ ପଠାନ୍ତୁ। bbox=[11, 153, 302, 160]
zodiac-separator bbox=[760, 622, 910, 623]
zodiac-icon: ♋ bbox=[730, 453, 760, 483]
today-para-2: ସ୍ଥାନୀୟ ଲୋକମାନଙ୍କ କହିବା ଅନୁସାରେ ମୃତକ ଜଣକ ଏଲ୍‌ଆଇସି ଏଜେଣ୍ଟମାନଙ୍କ ସମସ୍ୟା ନେଇ ସବୁବେଳେ ସ୍ୱର ଉତ୍ତୋଳନ କରୁଥିଲେ। ଗତ କିଛି ଦିନ ହେବ ତାଙ୍କୁ ଧମକ ମିଳୁଥିବା ପରିବାର ଲୋକେ ଅଭିଯୋଗ କରିଛନ୍ତି। ପୁଲିସ ସନ୍ଦେହ ଆଧାରରେ କିଛି ଲୋକଙ୍କୁ ଜିଜ୍ଞାସାବାଦ କରୁଛି। ଘଟଣାସ୍ଥଳରୁ ରକ୍ତଭିଜା ଲାଠି ଓ ଅନ୍ୟ କିଛି ସାମଗ୍ରୀ ଜବତ କରାଯାଇଛି। ଶବ ବ୍ୟବଚ୍ଛେଦ ପରେ ମୃତଦେହକୁ ପରିବାର ଲୋକଙ୍କୁ ହସ୍ତାନ୍ତର କରାଯାଇଛି। bbox=[540, 1221, 714, 1280]
free-ad-url[interactable]: www.dharitri. bbox=[237, 1367, 347, 1383]
zodiac-name: ମେଷ bbox=[724, 132, 764, 146]
house-icon bbox=[40, 283, 84, 303]
free-ad-line: Dharitri bbox=[265, 1321, 319, 1337]
zodiac-separator bbox=[760, 1120, 910, 1121]
zodiac-separator bbox=[760, 423, 910, 424]
zodiac-separator bbox=[760, 722, 910, 723]
zodiac-separator bbox=[760, 1020, 910, 1021]
age-label: ବୟସ: bbox=[13, 123, 31, 131]
zodiac-text: କାମର ଚାପ ବଢ଼ିବାକୁ ନେଇ ଉଦ୍‌ବେଗ ପରିସ୍ଥିତି ସୃଷ୍ଟି ହୋଇପାରେ। ସତର୍କ ରୁହନ୍ତୁ। ଯୋଜନାବଦ୍ଧ ଭାବେ କାମ କଲେ ସଫଳତା ମିଳିବ। ଆର୍ଥିକ ନିଷ୍ପତ୍ତି ଚିନ୍ତା କରି ନିଅନ୍ତୁ। ଆତ୍ମୀୟଙ୍କ ସହ ସମ୍ପର୍କ ଭଲ ରହିବ। bbox=[768, 229, 938, 264]
shelter-para-2: ସ୍ଥାନୀୟ ଲୋକମାନଙ୍କ କହିବା ଅନୁସାରେ ମୃତକ ଜଣକ ଏଲ୍‌ଆଇସି ଏଜେଣ୍ଟମାନଙ୍କ ସମସ୍ୟା ନେଇ ସବୁବେଳେ ସ୍ୱର ଉତ୍ତୋଳନ କରୁଥିଲେ। ଗତ କିଛି ଦିନ ହେବ ତାଙ୍କୁ ଧମକ ମିଳୁଥିବା ପରିବାର ଲୋକେ ଅଭିଯୋଗ କରିଛନ୍ତି। ପୁଲିସ ସନ୍ଦେହ ଆଧାରରେ କିଛି ଲୋକଙ୍କୁ ଜିଜ୍ଞାସାବାଦ କରୁଛି। ଘଟଣାସ୍ଥଳରୁ ରକ୍ତଭିଜା ଲାଠି ଓ ଅନ୍ୟ କିଛି ସାମଗ୍ରୀ ଜବତ କରାଯାଇଛି। ଶବ ବ୍ୟବଚ୍ଛେଦ ପରେ ମୃତଦେହକୁ ପରିବାର ଲୋକଙ୍କୁ ହସ୍ତାନ୍ତର କରାଯାଇଛି। bbox=[360, 586, 536, 645]
registration-dot bbox=[128, 1459, 140, 1467]
registration-dot bbox=[114, 1459, 126, 1467]
memorial-title: ମନେ ପଡ଼ନ୍ତି bbox=[131, 816, 267, 846]
masthead bbox=[0, 0, 945, 70]
zodiac-row bbox=[724, 1123, 940, 1223]
column-b-body bbox=[540, 108, 714, 488]
photo-size-note: ୪ସେ.ମି x ୨.୯ ସେ.ମି. ଫଟୋ ଲଗାନ୍ତୁ bbox=[283, 79, 343, 115]
main-body bbox=[360, 120, 536, 490]
zodiac-icon: ♒ bbox=[730, 1149, 760, 1179]
sc-body bbox=[360, 668, 536, 1008]
zodiac-text: ପୈତୃକ ସମ୍ପତ୍ତି ସମ୍ବନ୍ଧରେ ଚିନ୍ତା ଲାଗି ରହିବ। ଆର୍ଥିକ ଉନ୍ନତି, ସମ୍ମାନ ବୃଦ୍ଧି ହେବ। ସ୍ୱାସ୍ଥ୍ୟ ପ୍ରତି ଯତ୍ନବାନ ହୁଅନ୍ତୁ। bbox=[768, 727, 938, 744]
registration-dot bbox=[740, 1459, 752, 1467]
registration-dot bbox=[520, 1459, 532, 1467]
birthday-ad-place: ତାଳଚେର, ଅନୁଗୋଳ bbox=[268, 381, 320, 389]
column-rule bbox=[718, 66, 719, 1456]
free-ad-line: published in bbox=[249, 1252, 335, 1268]
zodiac-separator bbox=[760, 921, 910, 922]
classified-ad: Business & Hospital low cost operations and medico legal services & training. Set up low cost new Hospital projects. Contact: 9830076448, cbidhan21@gmail.com D-63878 bbox=[120, 440, 234, 517]
dateline: ଢେଙ୍କାନାଳ, ସୋମବାର, ୩ ଡିସେମ୍ବର, ୨୦୧୮ bbox=[110, 50, 272, 60]
zodiac-text: ପଦୋନ୍ନତିର ସମ୍ଭାବନା ରହିଛି। ମାଙ୍ଗଳିକ କାର୍ଯ୍ୟରେ ଯୋଗଦେବେ। ଆର୍ଥିକ ସ୍ଥିତି ଭଲ ରହିବ। ସ୍ୱାସ୍ଥ୍ୟ ସୁଦୃଢ଼ ରହିବ। bbox=[768, 1025, 938, 1043]
zodiac-row bbox=[724, 626, 940, 726]
